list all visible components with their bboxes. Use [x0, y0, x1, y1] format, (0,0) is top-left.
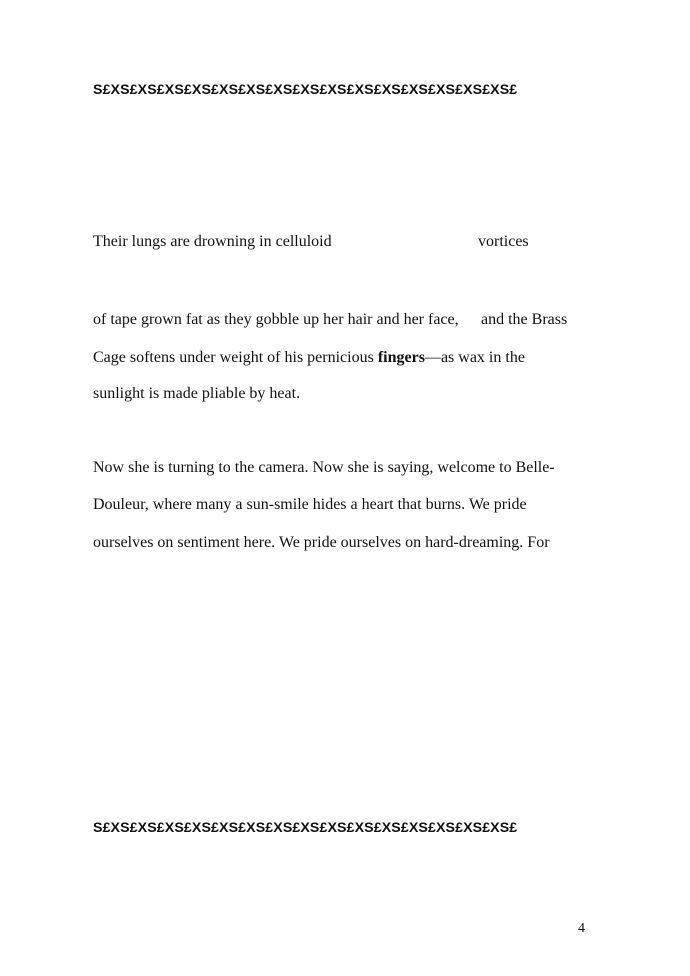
- bottom-banner: S£XS£XS£XS£XS£XS£XS£XS£XS£XS£XS£XS£XS£XS£XS£XS£: [93, 820, 518, 836]
- paragraph2-line2: Douleur, where many a sun-smile hides a heart that burns. We pride: [93, 496, 527, 513]
- paragraph1-line3-start: Cage softens under weight of his pernicious: [93, 349, 378, 366]
- paragraph1-line1-right: vortices: [478, 233, 529, 250]
- paragraph2-line1: Now she is turning to the camera. Now she is saying, welcome to Belle-: [93, 459, 555, 476]
- paragraph1-line3: [93, 348, 525, 368]
- paragraph1-line3-end: —as wax in the: [424, 349, 525, 366]
- paragraph1-line2-left: of tape grown fat as they gobble up her hair and her face,: [93, 311, 459, 328]
- paragraph1-line3-bold-word: fingers: [377, 349, 425, 366]
- page-number: 4: [578, 921, 585, 936]
- paragraph2-line3: ourselves on sentiment here. We pride ourselves on hard-dreaming. For: [93, 534, 550, 551]
- paragraph1-line2-right: and the Brass: [481, 311, 568, 328]
- top-banner: S£XS£XS£XS£XS£XS£XS£XS£XS£XS£XS£XS£XS£XS£XS£XS£: [93, 82, 518, 98]
- paragraph1-line1-left: Their lungs are drowning in celluloid: [93, 233, 332, 250]
- paragraph1-line4: sunlight is made pliable by heat.: [93, 385, 301, 402]
